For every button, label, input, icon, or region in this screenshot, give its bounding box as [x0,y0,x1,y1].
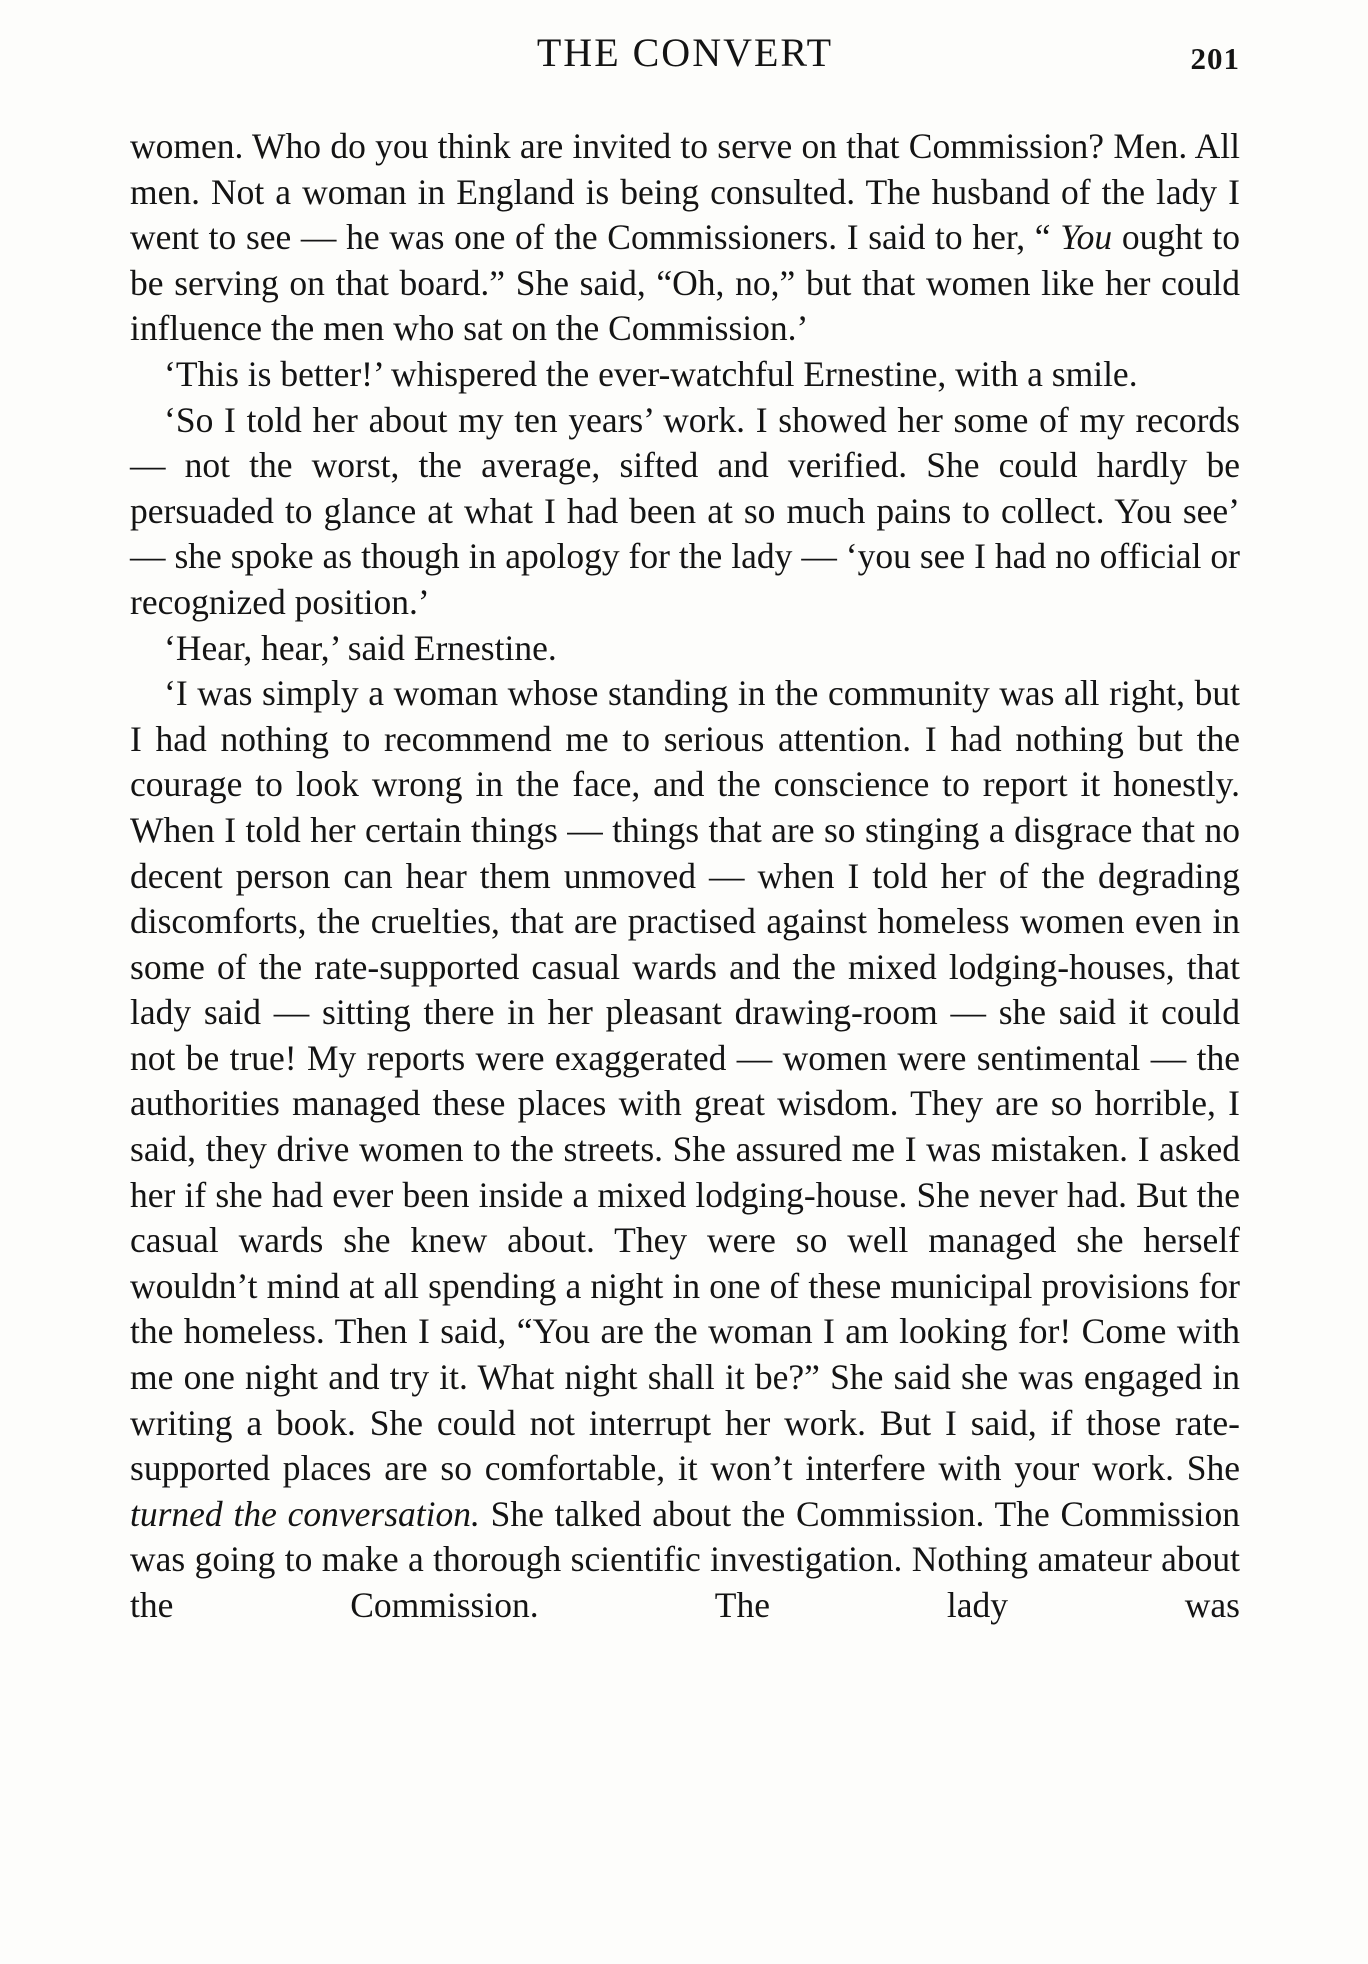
paragraph-continued [130,124,1240,352]
page-number: 201 [1190,41,1240,76]
running-head [130,28,1240,78]
text-run: ‘I was simply a woman whose standing in the community was all right, but I had nothing to recommend me to serious attention. I had nothing but the courage to look wrong in the face, and the conscience to report it honestly. When I told her certain things — things that are so stinging a disgrace that no decent person can hear them unmoved — when I told her of the degrading discomforts, the cruelties, that are practised against homeless women even in some of the rate-supported casual wards and the mixed lodging-houses, that lady said — sitting there in her pleasant drawing-room — she said it could not be true! My reports were exaggerated — women were sentimental — the authorities managed these places with great wisdom. They are so horrible, I said, they drive women to the streets. She assured me I was mistaken. I asked her if she had ever been inside a mixed lodging-house. She never had. But the casual wards she knew about. They were so well managed she herself wouldn’t mind at all spending a night in one of these municipal provisions for the homeless. Then I said, “You are the woman I am looking for! Come with me one night and try it. What night shall it be?” She said she was engaged in writing a book. She could not interrupt her work. But I said, if those rate-supported places are so comfortable, it won’t interfere with your work. She [130,673,1240,1489]
text-run: She talked about the Commission. The Commission was going to make a thorough scientific investigation. Nothing amateur about the Commission. The lady was [130,1493,1240,1625]
text-run: ‘This is better!’ whispered the ever-watchful Ernestine, with a smile. [164,353,1138,394]
paragraph-hear-hear [130,626,1240,672]
text-run: women. Who do you think are invited to serve on that Commission? Men. All men. Not a woman in England is being consulted. The husband of the lady I went to see — he was one of the Commissioners. I said to her, “ [130,126,1240,258]
text-run: ought to be serving on that board.” She said, “Oh, no,” but that women like her could influence the men who sat on the Commission.’ [130,217,1240,349]
body-text [130,124,1240,1629]
paragraph-ernestine-better [130,352,1240,398]
emphasis-you: You [1060,217,1113,258]
text-run: ‘Hear, hear,’ said Ernestine. [164,627,557,668]
paragraph-simply-a-woman [130,671,1240,1628]
running-title: THE CONVERT [536,30,834,75]
text-run: ‘So I told her about my ten years’ work. I showed her some of my records — not the worst, the average, sifted and verified. She could hardly be persuaded to glance at what I had been at so much pains to collect. You see’ — she spoke as though in apology for the lady — ‘you see I had no official or recognized position.’ [130,399,1240,622]
paragraph-ten-years-work [130,398,1240,626]
emphasis-turned-conversation: turned the conversation. [130,1493,480,1534]
